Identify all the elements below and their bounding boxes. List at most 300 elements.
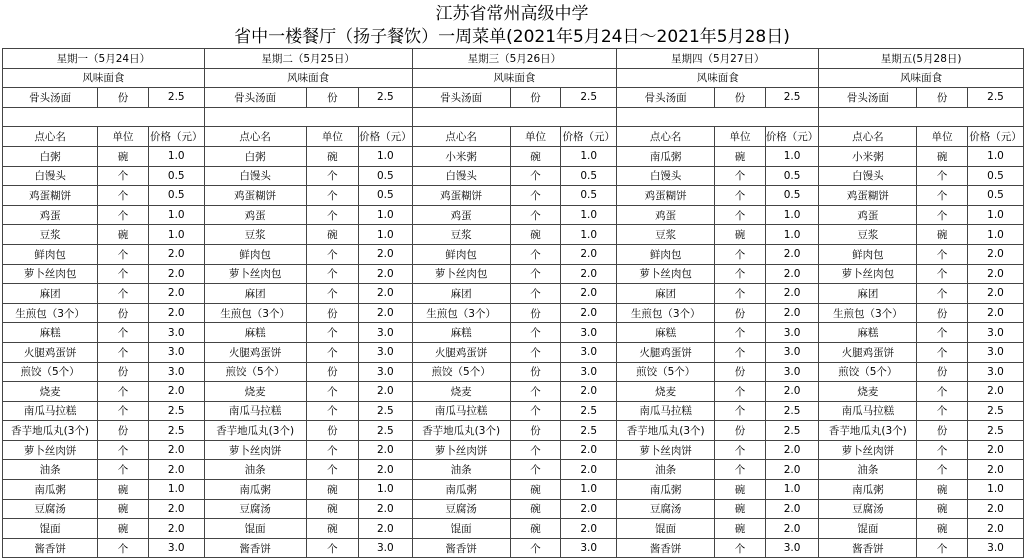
item-name: 鸡蛋糊饼 bbox=[617, 186, 715, 206]
item-price: 2.5 bbox=[765, 421, 819, 441]
table-row bbox=[3, 244, 1024, 264]
table-row bbox=[3, 225, 1024, 245]
item-unit: 个 bbox=[715, 205, 766, 225]
noodle-price: 2.5 bbox=[561, 88, 617, 108]
noodle-unit: 份 bbox=[715, 88, 766, 108]
col-header-unit: 单位 bbox=[715, 127, 766, 147]
blank-cell bbox=[819, 107, 1024, 127]
item-unit: 碗 bbox=[715, 519, 766, 539]
table-row bbox=[3, 303, 1024, 323]
item-unit: 个 bbox=[917, 401, 968, 421]
noodle-name: 骨头汤面 bbox=[617, 88, 715, 108]
item-price: 1.0 bbox=[765, 146, 819, 166]
item-unit: 碗 bbox=[306, 519, 359, 539]
item-unit: 个 bbox=[306, 382, 359, 402]
item-unit: 个 bbox=[306, 323, 359, 343]
table-row bbox=[3, 342, 1024, 362]
item-name: 麻团 bbox=[412, 284, 510, 304]
item-unit: 个 bbox=[306, 264, 359, 284]
item-price: 3.0 bbox=[561, 538, 617, 558]
item-name: 萝卜丝肉包 bbox=[412, 264, 510, 284]
item-unit: 个 bbox=[98, 401, 149, 421]
item-name: 火腿鸡蛋饼 bbox=[412, 342, 510, 362]
item-price: 0.5 bbox=[359, 166, 413, 186]
item-name: 油条 bbox=[204, 460, 306, 480]
item-price: 1.0 bbox=[765, 480, 819, 500]
item-unit: 个 bbox=[715, 401, 766, 421]
item-name: 生煎包（3个） bbox=[819, 303, 917, 323]
item-unit: 份 bbox=[715, 362, 766, 382]
item-name: 酱香饼 bbox=[819, 538, 917, 558]
item-name: 鲜肉包 bbox=[819, 244, 917, 264]
item-unit: 个 bbox=[306, 401, 359, 421]
item-price: 2.0 bbox=[967, 303, 1023, 323]
item-name: 烧麦 bbox=[819, 382, 917, 402]
table-row bbox=[3, 382, 1024, 402]
item-price: 3.0 bbox=[967, 538, 1023, 558]
item-unit: 个 bbox=[98, 342, 149, 362]
item-price: 3.0 bbox=[148, 342, 204, 362]
item-unit: 份 bbox=[715, 303, 766, 323]
item-name: 麻团 bbox=[3, 284, 98, 304]
item-price: 2.0 bbox=[967, 244, 1023, 264]
item-unit: 个 bbox=[510, 382, 561, 402]
item-name: 馄面 bbox=[819, 519, 917, 539]
item-name: 萝卜丝肉包 bbox=[617, 264, 715, 284]
item-price: 2.0 bbox=[148, 499, 204, 519]
item-unit: 碗 bbox=[510, 146, 561, 166]
item-price: 0.5 bbox=[967, 166, 1023, 186]
item-unit: 份 bbox=[510, 362, 561, 382]
item-unit: 个 bbox=[715, 342, 766, 362]
item-unit: 个 bbox=[510, 401, 561, 421]
section-label: 风味面食 bbox=[819, 68, 1024, 88]
item-price: 2.0 bbox=[359, 303, 413, 323]
item-price: 2.5 bbox=[765, 401, 819, 421]
item-name: 油条 bbox=[3, 460, 98, 480]
item-price: 1.0 bbox=[359, 225, 413, 245]
day-header: 星期五(5月28日) bbox=[819, 49, 1024, 69]
day-header: 星期一（5月24日） bbox=[3, 49, 205, 69]
item-name: 萝卜丝肉饼 bbox=[204, 440, 306, 460]
item-price: 3.0 bbox=[359, 362, 413, 382]
item-price: 0.5 bbox=[765, 166, 819, 186]
col-header-name: 点心名 bbox=[617, 127, 715, 147]
item-price: 3.0 bbox=[561, 342, 617, 362]
col-header-name: 点心名 bbox=[204, 127, 306, 147]
item-unit: 个 bbox=[715, 166, 766, 186]
item-price: 2.5 bbox=[359, 401, 413, 421]
item-price: 2.0 bbox=[765, 499, 819, 519]
item-price: 1.0 bbox=[967, 225, 1023, 245]
noodle-price: 2.5 bbox=[148, 88, 204, 108]
item-price: 2.0 bbox=[561, 382, 617, 402]
item-name: 香芋地瓜丸(3个) bbox=[819, 421, 917, 441]
item-unit: 碗 bbox=[98, 225, 149, 245]
item-unit: 个 bbox=[917, 382, 968, 402]
item-unit: 个 bbox=[917, 342, 968, 362]
noodle-price: 2.5 bbox=[359, 88, 413, 108]
item-name: 鲜肉包 bbox=[412, 244, 510, 264]
item-name: 白馒头 bbox=[3, 166, 98, 186]
item-unit: 碗 bbox=[715, 146, 766, 166]
item-name: 白粥 bbox=[204, 146, 306, 166]
item-unit: 个 bbox=[98, 205, 149, 225]
col-header-price: 价格（元） bbox=[967, 127, 1023, 147]
item-price: 2.0 bbox=[765, 284, 819, 304]
blank-cell bbox=[3, 107, 205, 127]
item-unit: 个 bbox=[306, 460, 359, 480]
weekly-menu-table bbox=[2, 48, 1024, 558]
item-unit: 个 bbox=[510, 284, 561, 304]
item-name: 馄面 bbox=[617, 519, 715, 539]
item-unit: 碗 bbox=[98, 480, 149, 500]
item-price: 2.0 bbox=[148, 303, 204, 323]
noodle-name: 骨头汤面 bbox=[3, 88, 98, 108]
item-price: 1.0 bbox=[359, 480, 413, 500]
col-header-price: 价格（元） bbox=[148, 127, 204, 147]
item-name: 豆腐汤 bbox=[617, 499, 715, 519]
item-price: 2.0 bbox=[359, 264, 413, 284]
item-price: 1.0 bbox=[561, 225, 617, 245]
item-name: 煎饺（5个） bbox=[204, 362, 306, 382]
item-price: 2.0 bbox=[359, 499, 413, 519]
item-price: 2.0 bbox=[967, 440, 1023, 460]
item-price: 3.0 bbox=[967, 323, 1023, 343]
item-price: 2.5 bbox=[561, 421, 617, 441]
noodle-name: 骨头汤面 bbox=[819, 88, 917, 108]
day-header-row bbox=[3, 49, 1024, 69]
item-price: 2.0 bbox=[561, 499, 617, 519]
item-unit: 个 bbox=[306, 284, 359, 304]
item-name: 火腿鸡蛋饼 bbox=[819, 342, 917, 362]
item-unit: 个 bbox=[98, 440, 149, 460]
item-price: 0.5 bbox=[359, 186, 413, 206]
item-unit: 碗 bbox=[306, 480, 359, 500]
item-name: 馄面 bbox=[412, 519, 510, 539]
item-unit: 碗 bbox=[917, 146, 968, 166]
item-unit: 个 bbox=[917, 440, 968, 460]
item-price: 2.5 bbox=[359, 421, 413, 441]
table-row bbox=[3, 362, 1024, 382]
item-name: 鲜肉包 bbox=[204, 244, 306, 264]
item-price: 1.0 bbox=[765, 225, 819, 245]
table-row bbox=[3, 440, 1024, 460]
item-price: 2.0 bbox=[148, 440, 204, 460]
table-row bbox=[3, 323, 1024, 343]
item-price: 2.0 bbox=[148, 382, 204, 402]
item-price: 0.5 bbox=[148, 166, 204, 186]
item-price: 0.5 bbox=[148, 186, 204, 206]
item-unit: 碗 bbox=[917, 225, 968, 245]
item-price: 3.0 bbox=[148, 362, 204, 382]
item-name: 煎饺（5个） bbox=[819, 362, 917, 382]
item-price: 1.0 bbox=[561, 480, 617, 500]
item-unit: 个 bbox=[715, 264, 766, 284]
item-name: 香芋地瓜丸(3个) bbox=[617, 421, 715, 441]
col-header-name: 点心名 bbox=[412, 127, 510, 147]
item-name: 烧麦 bbox=[204, 382, 306, 402]
item-price: 2.0 bbox=[765, 303, 819, 323]
item-unit: 个 bbox=[306, 440, 359, 460]
item-unit: 个 bbox=[98, 382, 149, 402]
item-name: 南瓜马拉糕 bbox=[617, 401, 715, 421]
item-name: 萝卜丝肉包 bbox=[819, 264, 917, 284]
item-unit: 碗 bbox=[306, 146, 359, 166]
item-name: 南瓜粥 bbox=[617, 480, 715, 500]
section-label: 风味面食 bbox=[412, 68, 617, 88]
item-price: 3.0 bbox=[967, 342, 1023, 362]
item-price: 3.0 bbox=[359, 323, 413, 343]
item-price: 2.0 bbox=[765, 519, 819, 539]
item-price: 2.0 bbox=[765, 264, 819, 284]
item-name: 火腿鸡蛋饼 bbox=[3, 342, 98, 362]
item-price: 3.0 bbox=[561, 362, 617, 382]
item-name: 鸡蛋 bbox=[3, 205, 98, 225]
item-name: 南瓜马拉糕 bbox=[204, 401, 306, 421]
item-unit: 个 bbox=[510, 460, 561, 480]
table-row bbox=[3, 421, 1024, 441]
school-title: 江苏省常州高级中学 bbox=[435, 4, 589, 24]
item-name: 麻团 bbox=[819, 284, 917, 304]
item-name: 豆浆 bbox=[412, 225, 510, 245]
item-name: 鸡蛋糊饼 bbox=[204, 186, 306, 206]
item-unit: 碗 bbox=[715, 480, 766, 500]
item-name: 萝卜丝肉饼 bbox=[3, 440, 98, 460]
table-row bbox=[3, 401, 1024, 421]
item-unit: 份 bbox=[715, 421, 766, 441]
item-unit: 碗 bbox=[510, 499, 561, 519]
item-price: 0.5 bbox=[765, 186, 819, 206]
item-name: 鸡蛋糊饼 bbox=[412, 186, 510, 206]
item-price: 2.0 bbox=[359, 382, 413, 402]
item-unit: 个 bbox=[917, 460, 968, 480]
item-name: 酱香饼 bbox=[3, 538, 98, 558]
item-name: 火腿鸡蛋饼 bbox=[204, 342, 306, 362]
day-header: 星期二（5月25日） bbox=[204, 49, 412, 69]
item-unit: 个 bbox=[917, 205, 968, 225]
col-header-unit: 单位 bbox=[306, 127, 359, 147]
item-name: 煎饺（5个） bbox=[412, 362, 510, 382]
item-unit: 个 bbox=[715, 284, 766, 304]
item-unit: 份 bbox=[917, 421, 968, 441]
item-name: 小米粥 bbox=[819, 146, 917, 166]
item-unit: 个 bbox=[715, 244, 766, 264]
table-row bbox=[3, 284, 1024, 304]
item-price: 2.0 bbox=[967, 284, 1023, 304]
item-unit: 碗 bbox=[715, 225, 766, 245]
item-name: 油条 bbox=[412, 460, 510, 480]
item-name: 鲜肉包 bbox=[3, 244, 98, 264]
noodle-unit: 份 bbox=[98, 88, 149, 108]
item-name: 豆腐汤 bbox=[3, 499, 98, 519]
item-unit: 个 bbox=[715, 538, 766, 558]
item-price: 3.0 bbox=[765, 342, 819, 362]
item-unit: 份 bbox=[98, 421, 149, 441]
item-unit: 个 bbox=[306, 342, 359, 362]
item-price: 2.0 bbox=[359, 284, 413, 304]
item-unit: 个 bbox=[917, 323, 968, 343]
item-price: 1.0 bbox=[148, 205, 204, 225]
item-price: 2.0 bbox=[561, 519, 617, 539]
item-unit: 份 bbox=[306, 421, 359, 441]
item-price: 3.0 bbox=[359, 342, 413, 362]
item-price: 1.0 bbox=[148, 225, 204, 245]
item-price: 2.0 bbox=[561, 264, 617, 284]
item-name: 生煎包（3个） bbox=[617, 303, 715, 323]
item-price: 2.5 bbox=[148, 401, 204, 421]
item-name: 鸡蛋糊饼 bbox=[819, 186, 917, 206]
item-price: 2.0 bbox=[148, 284, 204, 304]
item-name: 南瓜粥 bbox=[617, 146, 715, 166]
item-price: 2.0 bbox=[561, 303, 617, 323]
item-price: 0.5 bbox=[967, 186, 1023, 206]
blank-cell bbox=[412, 107, 617, 127]
item-name: 麻糕 bbox=[204, 323, 306, 343]
noodle-unit: 份 bbox=[306, 88, 359, 108]
item-name: 烧麦 bbox=[617, 382, 715, 402]
item-unit: 个 bbox=[98, 460, 149, 480]
noodle-unit: 份 bbox=[510, 88, 561, 108]
item-price: 3.0 bbox=[148, 323, 204, 343]
item-unit: 个 bbox=[917, 538, 968, 558]
item-price: 1.0 bbox=[359, 205, 413, 225]
item-price: 3.0 bbox=[359, 538, 413, 558]
item-unit: 个 bbox=[510, 244, 561, 264]
item-unit: 碗 bbox=[510, 225, 561, 245]
blank-cell bbox=[204, 107, 412, 127]
item-unit: 个 bbox=[510, 205, 561, 225]
item-name: 豆浆 bbox=[3, 225, 98, 245]
item-name: 鲜肉包 bbox=[617, 244, 715, 264]
item-price: 2.0 bbox=[765, 244, 819, 264]
item-name: 酱香饼 bbox=[412, 538, 510, 558]
item-name: 豆腐汤 bbox=[412, 499, 510, 519]
item-price: 2.0 bbox=[561, 244, 617, 264]
item-unit: 碗 bbox=[98, 499, 149, 519]
item-name: 麻团 bbox=[204, 284, 306, 304]
item-name: 香芋地瓜丸(3个) bbox=[204, 421, 306, 441]
item-unit: 个 bbox=[98, 284, 149, 304]
item-name: 麻糕 bbox=[819, 323, 917, 343]
table-row bbox=[3, 264, 1024, 284]
item-name: 萝卜丝肉饼 bbox=[412, 440, 510, 460]
menu-title: 省中一楼餐厅（扬子餐饮）一周菜单(2021年5月24日～2021年5月28日) bbox=[234, 27, 790, 47]
item-price: 2.0 bbox=[359, 519, 413, 539]
item-price: 1.0 bbox=[359, 146, 413, 166]
table-row bbox=[3, 519, 1024, 539]
item-name: 白馒头 bbox=[204, 166, 306, 186]
item-price: 2.5 bbox=[561, 401, 617, 421]
item-unit: 个 bbox=[715, 440, 766, 460]
item-unit: 个 bbox=[98, 244, 149, 264]
item-price: 3.0 bbox=[148, 538, 204, 558]
item-name: 白粥 bbox=[3, 146, 98, 166]
item-name: 麻糕 bbox=[412, 323, 510, 343]
item-unit: 个 bbox=[510, 166, 561, 186]
item-price: 2.0 bbox=[765, 382, 819, 402]
section-label: 风味面食 bbox=[3, 68, 205, 88]
item-name: 鸡蛋糊饼 bbox=[3, 186, 98, 206]
item-unit: 个 bbox=[510, 538, 561, 558]
item-price: 2.0 bbox=[359, 440, 413, 460]
item-name: 南瓜粥 bbox=[819, 480, 917, 500]
item-name: 南瓜粥 bbox=[412, 480, 510, 500]
item-unit: 份 bbox=[917, 362, 968, 382]
column-header-row bbox=[3, 127, 1024, 147]
table-row bbox=[3, 186, 1024, 206]
item-unit: 碗 bbox=[98, 519, 149, 539]
item-name: 鸡蛋 bbox=[617, 205, 715, 225]
item-name: 白馒头 bbox=[617, 166, 715, 186]
item-name: 豆浆 bbox=[204, 225, 306, 245]
col-header-unit: 单位 bbox=[98, 127, 149, 147]
col-header-price: 价格（元） bbox=[359, 127, 413, 147]
table-row bbox=[3, 146, 1024, 166]
item-name: 萝卜丝肉包 bbox=[204, 264, 306, 284]
item-price: 3.0 bbox=[765, 362, 819, 382]
col-header-price: 价格（元） bbox=[765, 127, 819, 147]
item-name: 南瓜粥 bbox=[204, 480, 306, 500]
item-price: 2.0 bbox=[359, 460, 413, 480]
item-name: 白馒头 bbox=[819, 166, 917, 186]
table-row bbox=[3, 166, 1024, 186]
item-unit: 碗 bbox=[917, 480, 968, 500]
item-unit: 碗 bbox=[510, 519, 561, 539]
item-unit: 个 bbox=[98, 323, 149, 343]
item-price: 2.0 bbox=[359, 244, 413, 264]
item-unit: 个 bbox=[917, 166, 968, 186]
item-unit: 个 bbox=[510, 186, 561, 206]
table-row bbox=[3, 460, 1024, 480]
item-name: 煎饺（5个） bbox=[617, 362, 715, 382]
item-name: 南瓜马拉糕 bbox=[412, 401, 510, 421]
item-unit: 份 bbox=[510, 421, 561, 441]
item-unit: 份 bbox=[98, 362, 149, 382]
item-unit: 个 bbox=[715, 460, 766, 480]
item-name: 馄面 bbox=[204, 519, 306, 539]
item-price: 0.5 bbox=[561, 166, 617, 186]
item-price: 2.0 bbox=[967, 519, 1023, 539]
item-price: 2.5 bbox=[148, 421, 204, 441]
item-price: 0.5 bbox=[561, 186, 617, 206]
item-price: 1.0 bbox=[561, 146, 617, 166]
item-name: 白馒头 bbox=[412, 166, 510, 186]
item-name: 生煎包（3个） bbox=[412, 303, 510, 323]
item-name: 香芋地瓜丸(3个) bbox=[3, 421, 98, 441]
item-unit: 个 bbox=[510, 323, 561, 343]
item-name: 萝卜丝肉包 bbox=[3, 264, 98, 284]
table-row bbox=[3, 499, 1024, 519]
item-price: 2.0 bbox=[765, 440, 819, 460]
item-price: 3.0 bbox=[765, 323, 819, 343]
item-name: 萝卜丝肉饼 bbox=[617, 440, 715, 460]
item-price: 2.0 bbox=[967, 382, 1023, 402]
item-unit: 个 bbox=[510, 264, 561, 284]
item-name: 鸡蛋 bbox=[819, 205, 917, 225]
item-unit: 碗 bbox=[510, 480, 561, 500]
item-price: 1.0 bbox=[561, 205, 617, 225]
noodle-row bbox=[3, 88, 1024, 108]
section-label: 风味面食 bbox=[617, 68, 819, 88]
item-name: 小米粥 bbox=[412, 146, 510, 166]
item-name: 生煎包（3个） bbox=[3, 303, 98, 323]
item-price: 1.0 bbox=[967, 146, 1023, 166]
item-price: 3.0 bbox=[765, 538, 819, 558]
blank-cell bbox=[617, 107, 819, 127]
item-price: 2.0 bbox=[967, 264, 1023, 284]
col-header-price: 价格（元） bbox=[561, 127, 617, 147]
